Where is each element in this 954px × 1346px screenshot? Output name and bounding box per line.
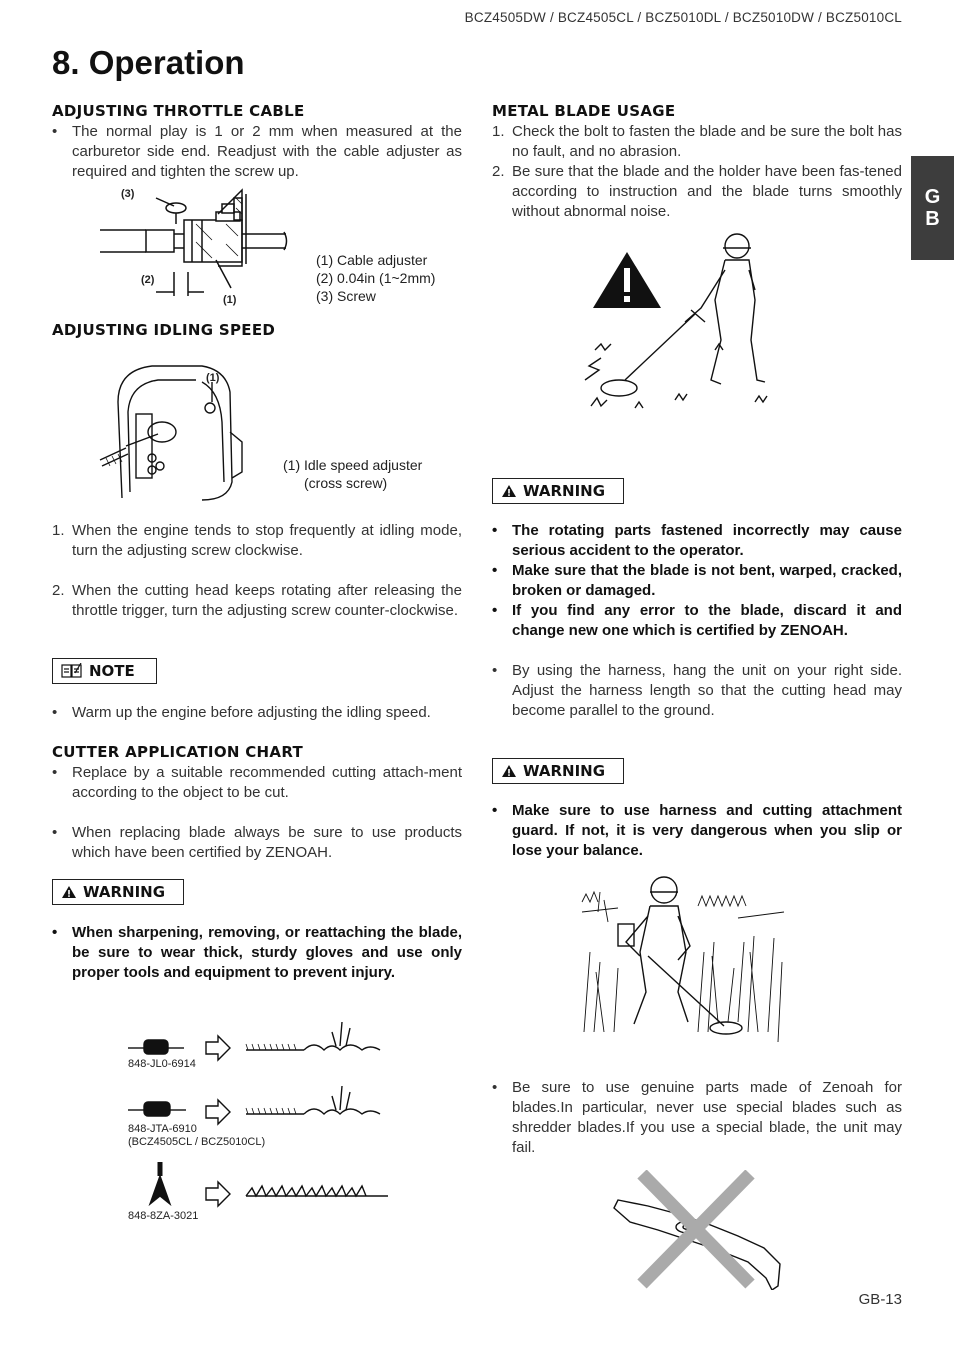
bullet-dot: • <box>52 924 58 941</box>
warning-label: WARNING <box>523 482 606 500</box>
throttle-legend-1: (1) Cable adjuster <box>316 252 428 268</box>
idle-item-1 <box>52 521 462 561</box>
language-tab-line2: B <box>925 208 940 230</box>
page-number: GB-13 <box>858 1291 902 1308</box>
bullet-dot: • <box>52 824 58 841</box>
idle-screw-diagram <box>92 362 252 502</box>
bullet-dot: • <box>492 1079 498 1096</box>
throttle-bullet-text: The normal play is 1 or 2 mm when measured at the carburetor side end. Readjust with the cable adjuster as required and tighten the screw up. <box>72 123 462 180</box>
operator-harness-illustration <box>578 872 790 1052</box>
throttle-cable-diagram <box>96 184 296 309</box>
warning-badge <box>52 879 184 905</box>
note-bullet-text: Warm up the engine before adjusting the idling speed. <box>72 704 431 721</box>
throttle-legend <box>316 251 435 305</box>
bullet-dot: • <box>52 704 58 721</box>
bullet-dot: • <box>52 764 58 781</box>
warning-label: WARNING <box>523 762 606 780</box>
note-book-icon <box>61 663 83 679</box>
note-bullet <box>52 703 462 723</box>
metal-item-1-text: Check the bolt to fasten the blade and be sure the bolt has no fault, and no abrasion. <box>512 123 902 160</box>
genuine-parts-bullet <box>492 1078 902 1158</box>
cutter-bullet-2 <box>52 823 462 863</box>
idle-legend-2: (cross screw) <box>304 475 388 491</box>
metal-warning-item-3-text: If you find any error to the blade, discard it and change new one which is certified by ZENOAH. <box>512 602 902 639</box>
metal-item-1-num: 1. <box>492 123 505 140</box>
language-tab <box>911 156 954 260</box>
metal-warning-item-1-text: The rotating parts fastened incorrectly may cause serious accident to the operator. <box>512 522 902 559</box>
idle-item-1-num: 1. <box>52 522 65 539</box>
idle-item-1-text: When the engine tends to stop frequently at idling mode, turn the adjusting screw clockwise. <box>72 522 462 559</box>
idle-item-2-text: When the cutting head keeps rotating after releasing the throttle trigger, turn the adjusting screw counter-clockwise. <box>72 582 462 619</box>
cutter-bullet-1 <box>52 763 462 803</box>
warning-badge-2 <box>492 758 624 784</box>
note-badge <box>52 658 157 684</box>
note-label: NOTE <box>89 662 135 680</box>
metal-warning-item-1 <box>492 521 902 561</box>
bullet-dot: • <box>492 562 498 579</box>
throttle-bullet <box>52 122 462 182</box>
throttle-label-2: (2) <box>141 274 155 286</box>
metal-item-1 <box>492 122 902 162</box>
cutter-chart-heading: CUTTER APPLICATION CHART <box>52 743 304 761</box>
metal-item-2 <box>492 162 902 222</box>
bullet-dot: • <box>492 602 498 619</box>
part-note-2: (BCZ4505CL / BCZ5010CL) <box>128 1136 266 1148</box>
bullet-dot: • <box>492 662 498 679</box>
cutter-warning-text-body: When sharpening, removing, or reattaching the blade, be sure to wear thick, sturdy gloves and use only proper tools and equipment to prevent injury. <box>72 924 462 981</box>
page-title: 8. Operation <box>52 44 245 81</box>
throttle-heading: ADJUSTING THROTTLE CABLE <box>52 102 305 120</box>
model-numbers: BCZ4505DW / BCZ4505CL / BCZ5010DL / BCZ5010DW / BCZ5010CL <box>464 10 902 25</box>
harness-warning <box>492 801 902 861</box>
idling-heading: ADJUSTING IDLING SPEED <box>52 321 276 339</box>
idle-item-2-num: 2. <box>52 582 65 599</box>
harness-bullet-text: By using the harness, hang the unit on your right side. Adjust the harness length so that the cutting head may become parallel to the ground. <box>512 662 902 719</box>
cutter-bullet-2-text: When replacing blade always be sure to use products which have been certified by ZENOAH. <box>72 824 462 861</box>
cutter-warning-text <box>52 923 462 983</box>
cutter-bullet-1-text: Replace by a suitable recommended cutting attach-ment according to the object to be cut. <box>72 764 462 801</box>
idle-label-1: (1) <box>206 372 220 384</box>
idle-item-2 <box>52 581 462 621</box>
genuine-parts-bullet-text: Be sure to use genuine parts made of Zenoah for blades.In particular, never use special blades such as shredder blades.If you use a special blade, the unit may fail. <box>512 1079 902 1156</box>
warning-triangle-icon <box>61 885 77 899</box>
throttle-legend-3: (3) Screw <box>316 288 376 304</box>
metal-warning-item-2-text: Make sure that the blade is not bent, warped, cracked, broken or damaged. <box>512 562 902 599</box>
part-code-2: 848-JTA-6910 <box>128 1123 197 1135</box>
bullet-dot: • <box>52 123 58 140</box>
operator-kickback-illustration <box>575 230 790 430</box>
warning-label: WARNING <box>83 883 166 901</box>
warning-badge-1 <box>492 478 624 504</box>
idle-legend-1: (1) Idle speed adjuster <box>283 457 423 473</box>
warning-triangle-icon <box>501 484 517 498</box>
metal-warning-item-2 <box>492 561 902 601</box>
cutter-chart-figure <box>124 1016 394 1216</box>
metal-blade-heading: METAL BLADE USAGE <box>492 102 676 120</box>
part-code-3: 848-8ZA-3021 <box>128 1210 199 1222</box>
metal-warning-item-3 <box>492 601 902 641</box>
harness-warning-text: Make sure to use harness and cutting attachment guard. If not, it is very dangerous when you slip or lose your balance. <box>512 802 902 859</box>
harness-bullet <box>492 661 902 721</box>
prohibited-blade-illustration <box>608 1170 788 1290</box>
throttle-label-3: (3) <box>121 188 135 200</box>
throttle-legend-2: (2) 0.04in (1~2mm) <box>316 270 436 286</box>
warning-triangle-icon <box>501 764 517 778</box>
language-tab-line1: G <box>924 186 941 208</box>
metal-item-2-num: 2. <box>492 163 505 180</box>
bullet-dot: • <box>492 802 498 819</box>
part-code-1: 848-JL0-6914 <box>128 1058 196 1070</box>
throttle-label-1: (1) <box>223 294 237 306</box>
bullet-dot: • <box>492 522 498 539</box>
metal-item-2-text: Be sure that the blade and the holder have been fas-tened according to instruction and the blade turns smoothly without abnormal noise. <box>512 163 902 220</box>
